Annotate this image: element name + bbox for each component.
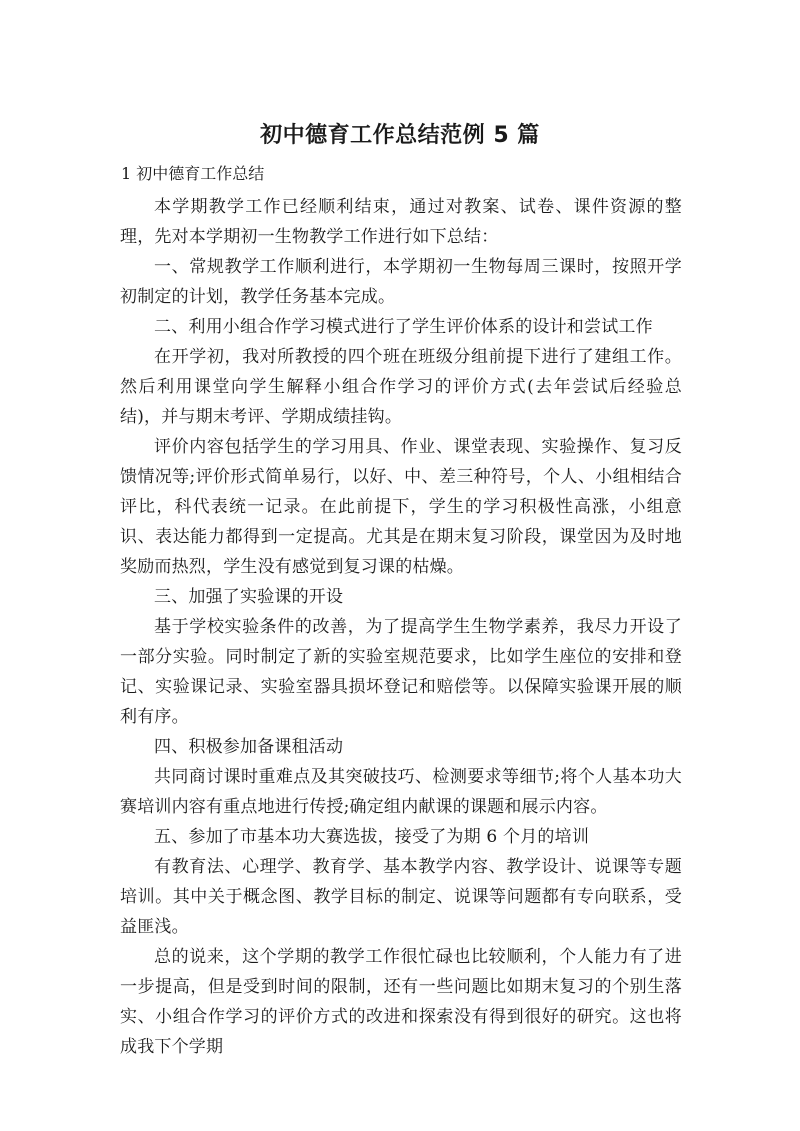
paragraph-evaluation-content: 评价内容包括学生的学习用具、作业、课堂表现、实验操作、复习反馈情况等;评价形式简单易行，以好、中、差三种符号，个人、小组相结合评比，科代表统一记录。在此前提下，学生的学习积极性高涨，小组意识、表达能力都得到一定提高。尤其是在期末复习阶段，课堂因为及时地奖励而热烈，学生没有感觉到复习课的枯燥。 — [120, 437, 682, 577]
paragraph-lab-classes: 基于学校实验条件的改善，为了提高学生生物学素养，我尽力开设了一部分实验。同时制定了新的实验室规范要求，比如学生座位的安排和登记、实验课记录、实验室器具损坏登记和赔偿等。以保障实验课开展的顺利有序。 — [120, 617, 682, 727]
paragraph-intro: 本学期教学工作已经顺利结束，通过对教案、试卷、课件资源的整理，先对本学期初一生物教学工作进行如下总结： — [120, 197, 682, 247]
paragraph-group-building: 在开学初，我对所教授的四个班在班级分组前提下进行了建组工作。然后利用课堂向学生解释小组合作学习的评价方式(去年尝试后经验总结)，并与期末考评、学期成绩挂钩。 — [120, 347, 682, 427]
paragraph-training: 有教育法、心理学、教育学、基本教学内容、教学设计、说课等专题培训。其中关于概念图、教学目标的制定、说课等问题都有专向联系，受益匪浅。 — [120, 857, 682, 937]
document-body — [120, 192, 682, 1062]
document-title: 初中德育工作总结范例 5 篇 — [260, 123, 540, 148]
subheading-lab-classes: 三、加强了实验课的开设 — [154, 587, 344, 607]
subheading-lesson-prep: 四、积极参加备课租活动 — [154, 737, 344, 757]
subheading-skills-contest: 五、参加了市基本功大赛选拔，接受了为期 6 个月的培训 — [154, 827, 590, 847]
section-heading: 1 初中德育工作总结 — [121, 164, 265, 183]
paragraph-lesson-prep: 共同商讨课时重难点及其突破技巧、检测要求等细节;将个人基本功大赛培训内容有重点地进行传授;确定组内献课的课题和展示内容。 — [120, 767, 682, 817]
paragraph-routine-teaching: 一、常规教学工作顺利进行，本学期初一生物每周三课时，按照开学初制定的计划，教学任务基本完成。 — [120, 257, 682, 307]
paragraph-summary: 总的说来，这个学期的教学工作很忙碌也比较顺利，个人能力有了进一步提高，但是受到时间的限制，还有一些问题比如期末复习的个别生落实、小组合作学习的评价方式的改进和探索没有得到很好的研究。这也将成我下个学期 — [120, 947, 682, 1057]
subheading-group-evaluation: 二、利用小组合作学习模式进行了学生评价体系的设计和尝试工作 — [154, 317, 653, 337]
